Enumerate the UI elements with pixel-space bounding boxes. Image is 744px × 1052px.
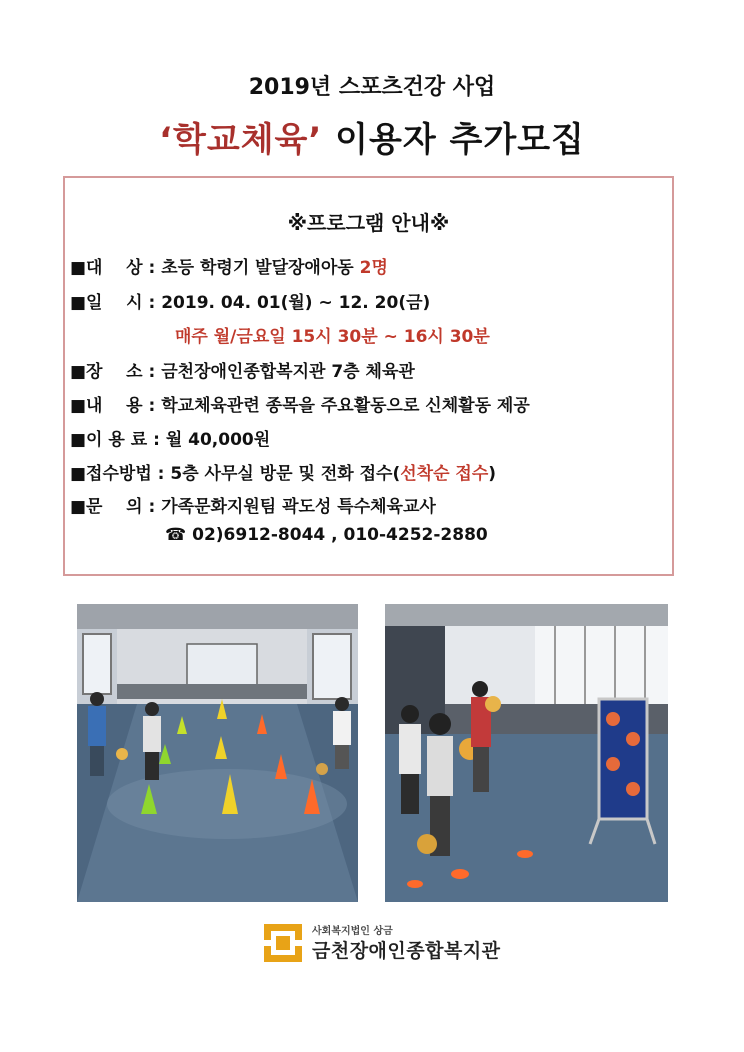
apply-label: ■접수방법 :: [70, 464, 171, 484]
place-value: 금천장애인종합복지관 7층 체육관: [161, 362, 415, 382]
logo-small-text: 사회복지법인 상금: [312, 926, 393, 937]
fee-value: 월 40,000원: [165, 430, 271, 450]
title-rest: 이용자 추가모집: [322, 120, 585, 160]
row-target: [70, 253, 388, 278]
apply-close: ): [488, 464, 497, 484]
target-label: ■대 상 :: [70, 258, 162, 278]
phone-value: 02)6912-8044 , 010-4252-2880: [192, 525, 488, 545]
date-sub: 매주 월/금요일 15시 30분 ~ 16시 30분: [175, 327, 490, 347]
row-content: [70, 391, 530, 416]
row-apply: [70, 459, 496, 484]
photo-target: [385, 604, 668, 902]
place-label: ■장 소 :: [70, 362, 162, 382]
logo-icon: [262, 922, 304, 964]
target-count: 2명: [359, 258, 388, 278]
content-label: ■내 용 :: [70, 396, 162, 416]
contact-label: ■문 의 :: [70, 497, 162, 517]
info-heading: ※프로그램 안내※: [287, 211, 450, 235]
photo-cones-image: [77, 604, 358, 902]
organization-logo: [262, 920, 502, 966]
title-highlight: ‘학교체육’: [159, 120, 323, 160]
page-title: [0, 112, 744, 161]
contact-value: 가족문화지원팀 곽도성 특수체육교사: [161, 497, 436, 517]
date-value: 2019. 04. 01(월) ~ 12. 20(금): [161, 293, 431, 313]
content-value: 학교체육관련 종목을 주요활동으로 신체활동 제공: [161, 396, 530, 416]
apply-value: 5층 사무실 방문 및 전화 접수(: [170, 464, 401, 484]
target-value: 초등 학령기 발달장애아동: [161, 258, 360, 278]
row-date: [70, 288, 430, 313]
phone-icon: ☎: [165, 525, 187, 545]
fee-label: ■이 용 료 :: [70, 430, 166, 450]
row-place: [70, 357, 415, 382]
subtitle: 2019년 스포츠건강 사업: [248, 75, 496, 100]
row-fee: [70, 425, 270, 450]
photo-target-image: [385, 604, 668, 902]
row-phone: [165, 525, 488, 545]
date-label: ■일 시 :: [70, 293, 162, 313]
row-contact: [70, 492, 436, 517]
photo-cones: [77, 604, 358, 902]
logo-main-text: 금천장애인종합복지관: [312, 940, 501, 962]
apply-highlight: 선착순 접수: [400, 464, 489, 484]
